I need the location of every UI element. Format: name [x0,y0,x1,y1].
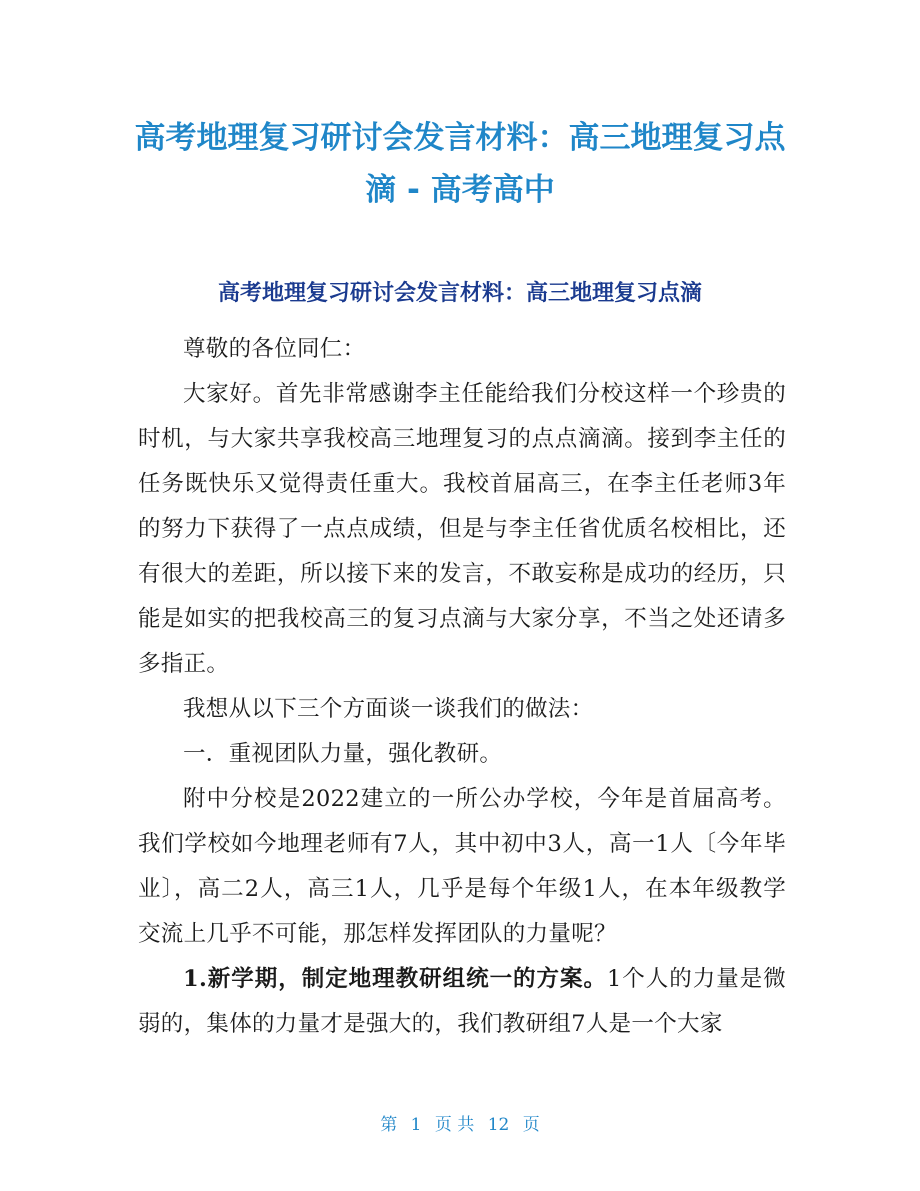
page-footer [0,1113,920,1137]
paragraph-point-1 [138,957,786,1047]
paragraph-section-heading: 一．重视团队力量，强化教研。 [183,741,503,767]
footer-prefix: 第 [380,1115,398,1135]
document-body [138,327,786,1047]
document-subtitle: 高考地理复习研讨会发言材料：高三地理复习点滴 [217,281,702,306]
footer-total-pages: 12 [487,1115,510,1135]
point-1-text: 1个人的力量是微弱的，集体的力量才是强大的，我们教研组7人是一个大家 [138,966,786,1037]
footer-middle: 页 共 [434,1115,475,1135]
paragraph-greeting: 大家好。首先非常感谢李主任能给我们分校这样一个珍贵的时机，与大家共享我校高三地理复习的点点滴滴。接到李主任的任务既快乐又觉得责任重大。我校首届高三，在李主任老师3年的努力下获得了一点点成绩，但是与李主任省优质名校相比，还有很大的差距，所以接下来的发言，不敢妄称是成功的经历，只能是如实的把我校高三的复习点滴与大家分享，不当之处还请多多指正。 [138,381,786,677]
paragraph-school-background: 附中分校是2022建立的一所公办学校，今年是首届高考。我们学校如今地理老师有7人，其中初中3人，高一1人〔今年毕业〕，高二2人，高三1人，几乎是每个年级1人，在本年级教学交流上几乎不可能，那怎样发挥团队的力量呢？ [138,786,786,947]
paragraph-intro: 我想从以下三个方面谈一谈我们的做法： [183,696,594,722]
paragraph-salutation: 尊敬的各位同仁： [183,336,366,362]
footer-suffix: 页 [522,1115,540,1135]
document-title: 高考地理复习研讨会发言材料：高三地理复习点滴 - 高考高中 [134,120,786,208]
footer-page-number: 1 [410,1115,422,1135]
point-1-lead: 1.新学期，制定地理教研组统一的方案。 [183,966,607,992]
